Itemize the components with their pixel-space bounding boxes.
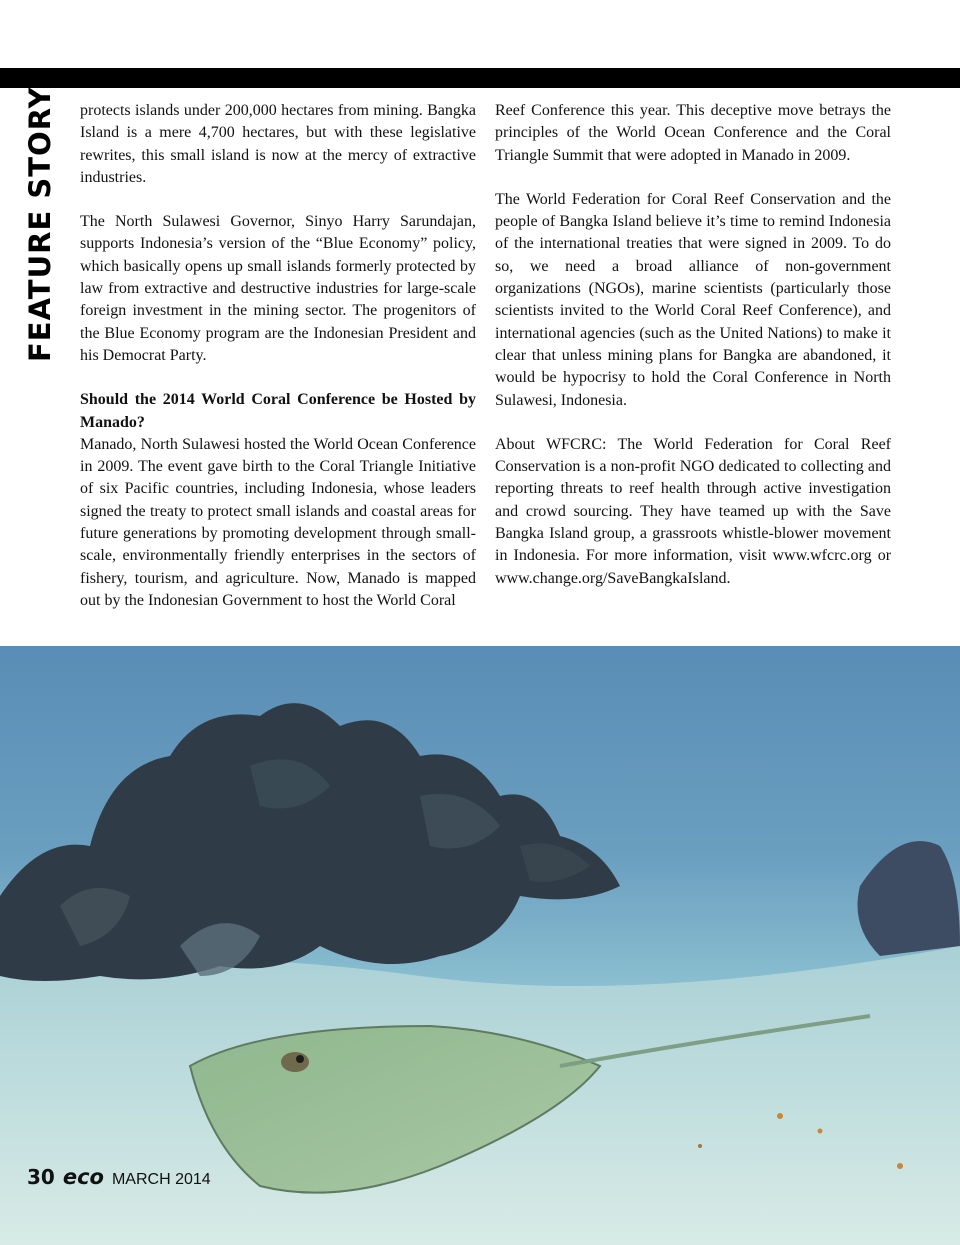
paragraph: The World Federation for Coral Reef Conservation and the people of Bangka Island believe it’s time to remind Indonesia of the international treaties that were signed in 2009. To do so, we need a broad alliance of non-government organizations (NGOs), marine scientists (particularly those scientists invited to the World Coral Reef Conference), and international agencies (such as the United Nations) to make it clear that unless mining plans for Bangka are abandoned, it would be hypocrisy to hold the Coral Conference in North Sulawesi, Indonesia. <box>495 190 891 409</box>
about-text: About WFCRC: The World Federation for Coral Reef Conservation is a non-profit NGO dedicated to collecting and reporting threats to reef health through active investigation and crowd sourcing. They have teamed up with the Save Bangka Island group, a grassroots whistle-blower movement in Indonesia. For more information, visit <box>495 435 891 565</box>
paragraph: protects islands under 200,000 hectares from mining. Bangka Island is a mere 4,700 hectares, but with these legislative rewrites, this small island is now at the mercy of extractive industries. <box>80 102 476 186</box>
page-footer <box>27 1165 211 1189</box>
change-org-link[interactable]: www.change.org/SaveBangkaIsland. <box>495 569 731 587</box>
header-bar <box>0 68 960 88</box>
about-paragraph <box>495 434 891 590</box>
or-word: or <box>877 547 892 565</box>
underwater-photo <box>0 646 960 1245</box>
page-number: 30 <box>27 1165 55 1189</box>
section-label: FEATURE STORY <box>23 86 57 362</box>
paragraph: Reef Conference this year. This deceptive move betrays the principles of the World Ocean Conference and the Coral Triangle Summit that were adopted in Manado in 2009. <box>495 102 891 164</box>
paragraph: Manado, North Sulawesi hosted the World Ocean Conference in 2009. The event gave birth to the Coral Triangle Initiative of six Pacific countries, including Indonesia, whose leaders signed the treaty to protect small islands and coastal areas for future generations by promoting development through small-scale, environmentally friendly enterprises in the sectors of fishery, tourism, and agriculture. Now, Manado is mapped out by the Indonesian Government to host the World Coral <box>80 435 476 609</box>
magazine-name: eco <box>62 1165 104 1189</box>
right-column <box>495 100 891 590</box>
subheading: Should the 2014 World Coral Conference be Hosted by Manado? <box>80 391 476 431</box>
issue-date: MARCH 2014 <box>111 1171 211 1188</box>
left-column <box>80 100 476 612</box>
paragraph: The North Sulawesi Governor, Sinyo Harry Sarundajan, supports Indonesia’s version of the “Blue Economy” policy, which basically opens up small islands formerly protected by law from extractive and destructive industries for large-scale foreign investment in the mining sector. The progenitors of the Blue Economy program are the Indonesian President and his Democrat Party. <box>80 213 476 364</box>
wfcrc-link[interactable]: www.wfcrc.org <box>772 547 872 565</box>
